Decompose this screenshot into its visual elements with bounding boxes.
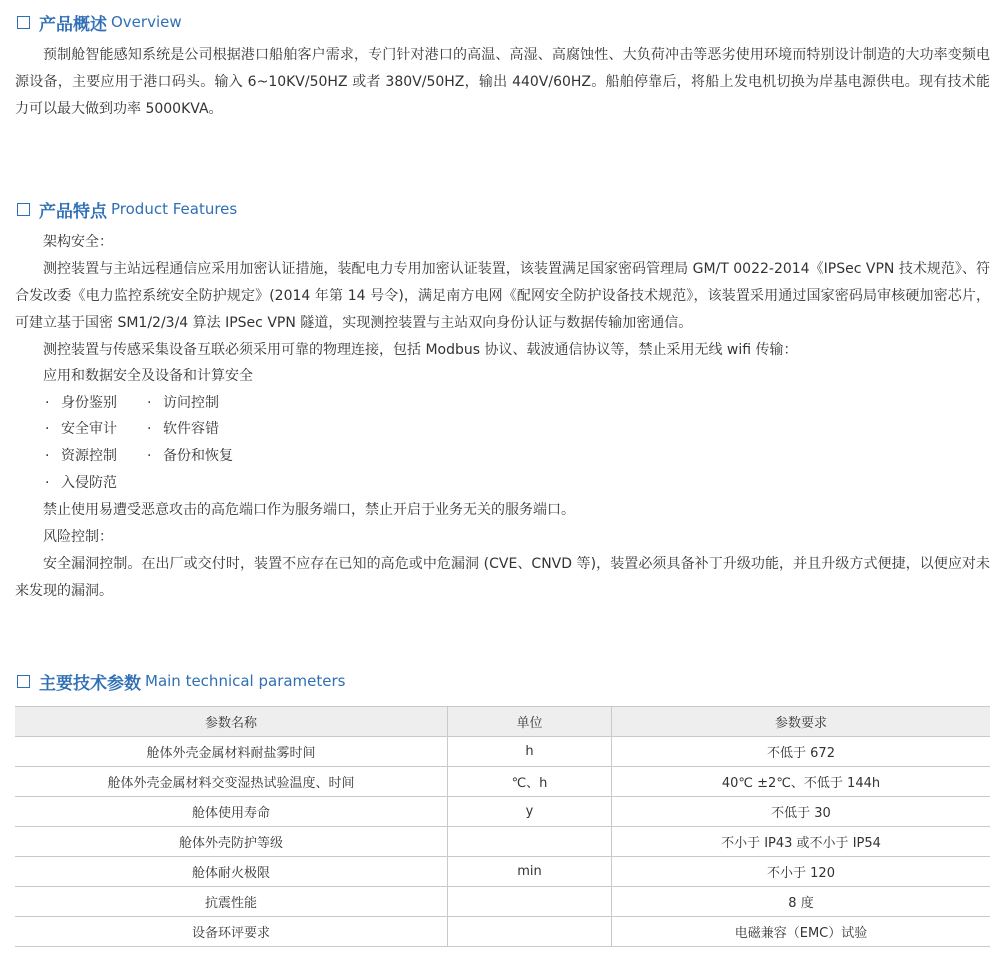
bullet-dot-icon: ·: [45, 421, 50, 437]
overview-text: 预制舱智能感知系统是公司根据港口船舶客户需求，专门针对港口的高温、高湿、高腐蚀性、大负荷冲击等恶劣使用环境而特别设计制造的大功率变频电源设备，主要应用于港口码头。输入 6~10KV/50HZ 或者 380V/50HZ，输出 440V/60HZ。船舶停靠后，将船上发电机切换为岸基电源供电。现有技术能力可以最大做到功率 5000KVA。: [15, 47, 990, 117]
table-cell: 不小于 IP43 或不小于 IP54: [612, 827, 991, 857]
overview-title-en: Overview: [111, 13, 182, 31]
params-title-cn: 主要技术参数: [39, 673, 141, 694]
table-cell: [448, 827, 612, 857]
features-paragraph-2: 测控装置与传感采集设备互联必须采用可靠的物理连接，包括 Modbus 协议、载波通信协议等，禁止采用无线 wifi 传输：: [43, 342, 798, 358]
table-row: [15, 887, 990, 917]
table-row: [15, 857, 990, 887]
bullet-dot-icon: ·: [147, 421, 152, 437]
table-cell: [448, 887, 612, 917]
table-cell: 抗震性能: [15, 887, 448, 917]
table-cell: 舱体外壳金属材料交变湿热试验温度、时间: [15, 767, 448, 797]
list-item: · 资源控制: [45, 443, 117, 469]
table-cell: 8 度: [612, 887, 991, 917]
app-data-security-label: 应用和数据安全及设备和计算安全: [43, 368, 253, 384]
table-cell: 不低于 30: [612, 797, 991, 827]
table-cell: 舱体使用寿命: [15, 797, 448, 827]
features-title-cn: 产品特点: [39, 201, 107, 222]
overview-title-cn: 产品概述: [39, 14, 107, 35]
column-header: 参数要求: [612, 707, 991, 737]
list-item: · 软件容错: [147, 416, 219, 442]
params-table: [15, 706, 990, 947]
ports-text: 禁止使用易遭受恶意攻击的高危端口作为服务端口，禁止开启于业务无关的服务端口。: [43, 502, 575, 518]
table-cell: 电磁兼容（EMC）试验: [612, 917, 991, 947]
list-item: · 备份和恢复: [147, 443, 233, 469]
risk-control-text: 安全漏洞控制。在出厂或交付时，装置不应存在已知的高危或中危漏洞 (CVE、CNVD 等)，装置必须具备补丁升级功能，并且升级方式便捷，以便应对未来发现的漏洞。: [15, 556, 990, 599]
table-cell: y: [448, 797, 612, 827]
features-title-en: Product Features: [111, 200, 238, 218]
square-bullet-icon: [17, 675, 30, 688]
bullet-dot-icon: ·: [147, 448, 152, 464]
table-cell: 舱体耐火极限: [15, 857, 448, 887]
features-heading: [17, 197, 237, 221]
list-item: · 入侵防范: [45, 470, 117, 496]
column-header: 参数名称: [15, 707, 448, 737]
table-cell: 设备环评要求: [15, 917, 448, 947]
params-heading: [17, 669, 346, 693]
list-item: · 身份鉴别: [45, 390, 117, 416]
bullet-dot-icon: ·: [147, 395, 152, 411]
table-cell: 不小于 120: [612, 857, 991, 887]
table-cell: 舱体外壳防护等级: [15, 827, 448, 857]
square-bullet-icon: [17, 203, 30, 216]
architecture-security-label: 架构安全：: [43, 234, 113, 250]
overview-heading: [17, 10, 182, 34]
bullet-dot-icon: ·: [45, 395, 50, 411]
table-cell: 舱体外壳金属材料耐盐雾时间: [15, 737, 448, 767]
table-cell: 不低于 672: [612, 737, 991, 767]
table-cell: ℃、h: [448, 767, 612, 797]
table-row: [15, 827, 990, 857]
risk-control-label: 风险控制：: [43, 529, 113, 545]
params-title-en: Main technical parameters: [145, 672, 346, 690]
square-bullet-icon: [17, 16, 30, 29]
features-paragraph-1: 测控装置与主站远程通信应采用加密认证措施，装配电力专用加密认证装置，该装置满足国家密码管理局 GM/T 0022-2014《IPSec VPN 技术规范》、符合发改委《电力监控系统安全防护规定》(2014 年第 14 号令)，满足南方电网《配网安全防护设备技术规范》，该装置采用通过国家密码局审核硬加密芯片，可建立基于国密 SM1/2/3/4 算法 IPSec VPN 隧道，实现测控装置与主站双向身份认证与数据传输加密通信。: [15, 261, 990, 331]
list-item: · 安全审计: [45, 416, 117, 442]
column-header: 单位: [448, 707, 612, 737]
table-row: [15, 737, 990, 767]
table-cell: 40℃ ±2℃、不低于 144h: [612, 767, 991, 797]
table-header-row: [15, 707, 990, 737]
table-row: [15, 797, 990, 827]
table-row: [15, 917, 990, 947]
bullet-dot-icon: ·: [45, 448, 50, 464]
list-item: · 访问控制: [147, 390, 219, 416]
table-row: [15, 767, 990, 797]
table-cell: min: [448, 857, 612, 887]
table-cell: [448, 917, 612, 947]
bullet-dot-icon: ·: [45, 475, 50, 491]
table-cell: h: [448, 737, 612, 767]
